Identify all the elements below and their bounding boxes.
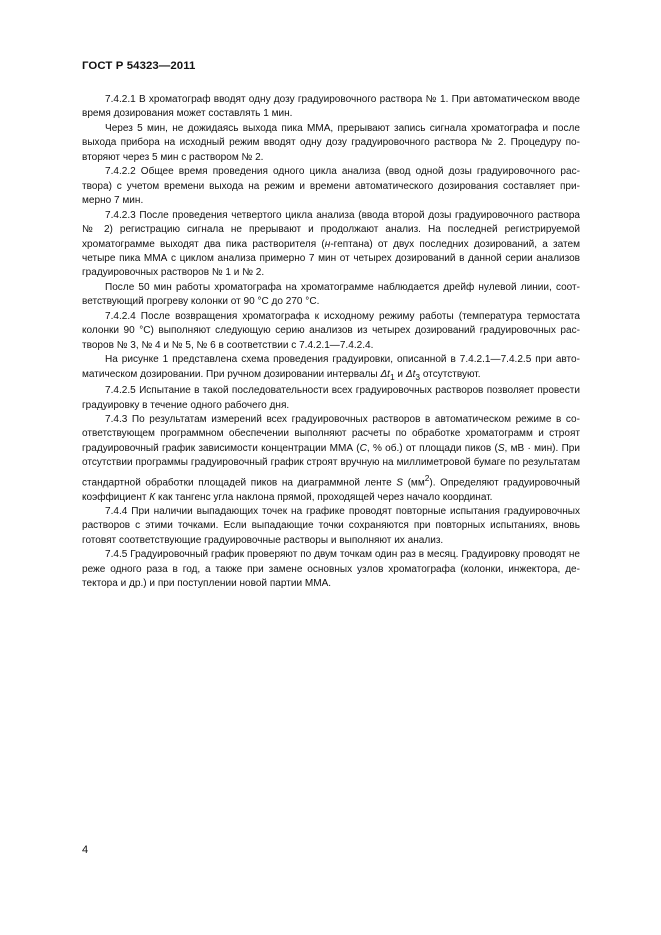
paragraph-7-4-2-2: 7.4.2.2 Общее время проведения одного цикла анализа (ввод одной дозы градуировочного раствора) с учетом времени выхода на режим и времени автоматического дозирования составляет примерно 7 мин. [82,166,580,207]
document-header: ГОСТ Р 54323—2011 [82,60,196,72]
paragraph-figure-1-reference: На рисунке 1 представлена схема проведения градуировки, описанной в 7.4.2.1—7.4.2.5 при автоматическом дозировании. При ручном дозировании интервалы $\Delta t_1$ и $\Delta t_3$ отсутствуют. [82,354,580,382]
document-body [82,93,580,592]
paragraph-7-4-2-3: 7.4.2.3 После проведения четвертого цикла анализа (ввода второй дозы градуировочного раствора № 2) регистрацию сигнала не прерывают и продолжают анализ. На последней регистрируемой хроматограмме выходят два пика растворителя (н-гептана) от двух последних дозирований, а затем четыре пика ММА с циклом анализа примерно 7 мин от четырех дозирований в данной серии анализов градуировочных растворов № 1 и № 2. [82,209,580,279]
paragraph-baseline-drift: После 50 мин работы хроматографа на хроматограмме наблюдается дрейф нулевой линии, соответствующий прогреву колонки от 90 °С до 270 °С. [82,281,580,308]
paragraph-7-4-3: 7.4.3 По результатам измерений всех градуировочных растворов в автоматическом режиме в соответствующем программном обеспечении выполняют расчеты по обработке хроматограмм и строят градуировочный график зависимости концентрации ММА (С, % об.) от площади пиков (S, мВ · мин). При отсутствии программы градуировочный график строят вручную на миллиметровой бумаге по результатам стандартной обработки площадей пиков на диаграммной ленте S $(мм^2)$. Определяют градуировочный коэффициент К как тангенс угла наклона прямой, проходящей через начало координат. [82,413,580,503]
paragraph-7-4-4: 7.4.4 При наличии выпадающих точек на графике проводят повторные испытания градуировочных растворов с этими точками. Если выпадающие точки сохраняются при повторных испытаниях, вновь готовят соответствующие градуировочные растворы и выполняют их анализ. [82,506,580,546]
paragraph-7-4-2-1: 7.4.2.1 В хроматограф вводят одну дозу градуировочного раствора № 1. При автоматическом вводе время дозирования может составлять 1 мин. [82,94,580,120]
paragraph-7-4-2-4: 7.4.2.4 После возвращения хроматографа к исходному режиму работы (температура термостата колонки 90 °С) выполняют следующую серию анализов из четырех дозирований градуировочных растворов № 3, № 4 и № 5, № 6 в соответствии с 7.4.2.1—7.4.2.4. [82,310,580,351]
paragraph-7-4-2-5: 7.4.2.5 Испытание в такой последовательности всех градуировочных растворов позволяет провести градуировку в течение одного рабочего дня. [82,385,580,411]
paragraph-7-4-5: 7.4.5 Градуировочный график проверяют по двум точкам один раз в месяц. Градуировку проводят не реже одного раза в год, а также при замене основных узлов хроматографа (колонки, инжектора, детектора и др.) и при поступлении новой партии ММА. [82,549,580,590]
paragraph-repeat-procedure: Через 5 мин, не дожидаясь выхода пика ММА, прерывают запись сигнала хроматографа и после выхода прибора на исходный режим вводят одну дозу градуировочного раствора № 2. Процедуру повторяют через 5 мин с раствором № 2. [82,122,580,163]
page-number: 4 [82,844,89,856]
